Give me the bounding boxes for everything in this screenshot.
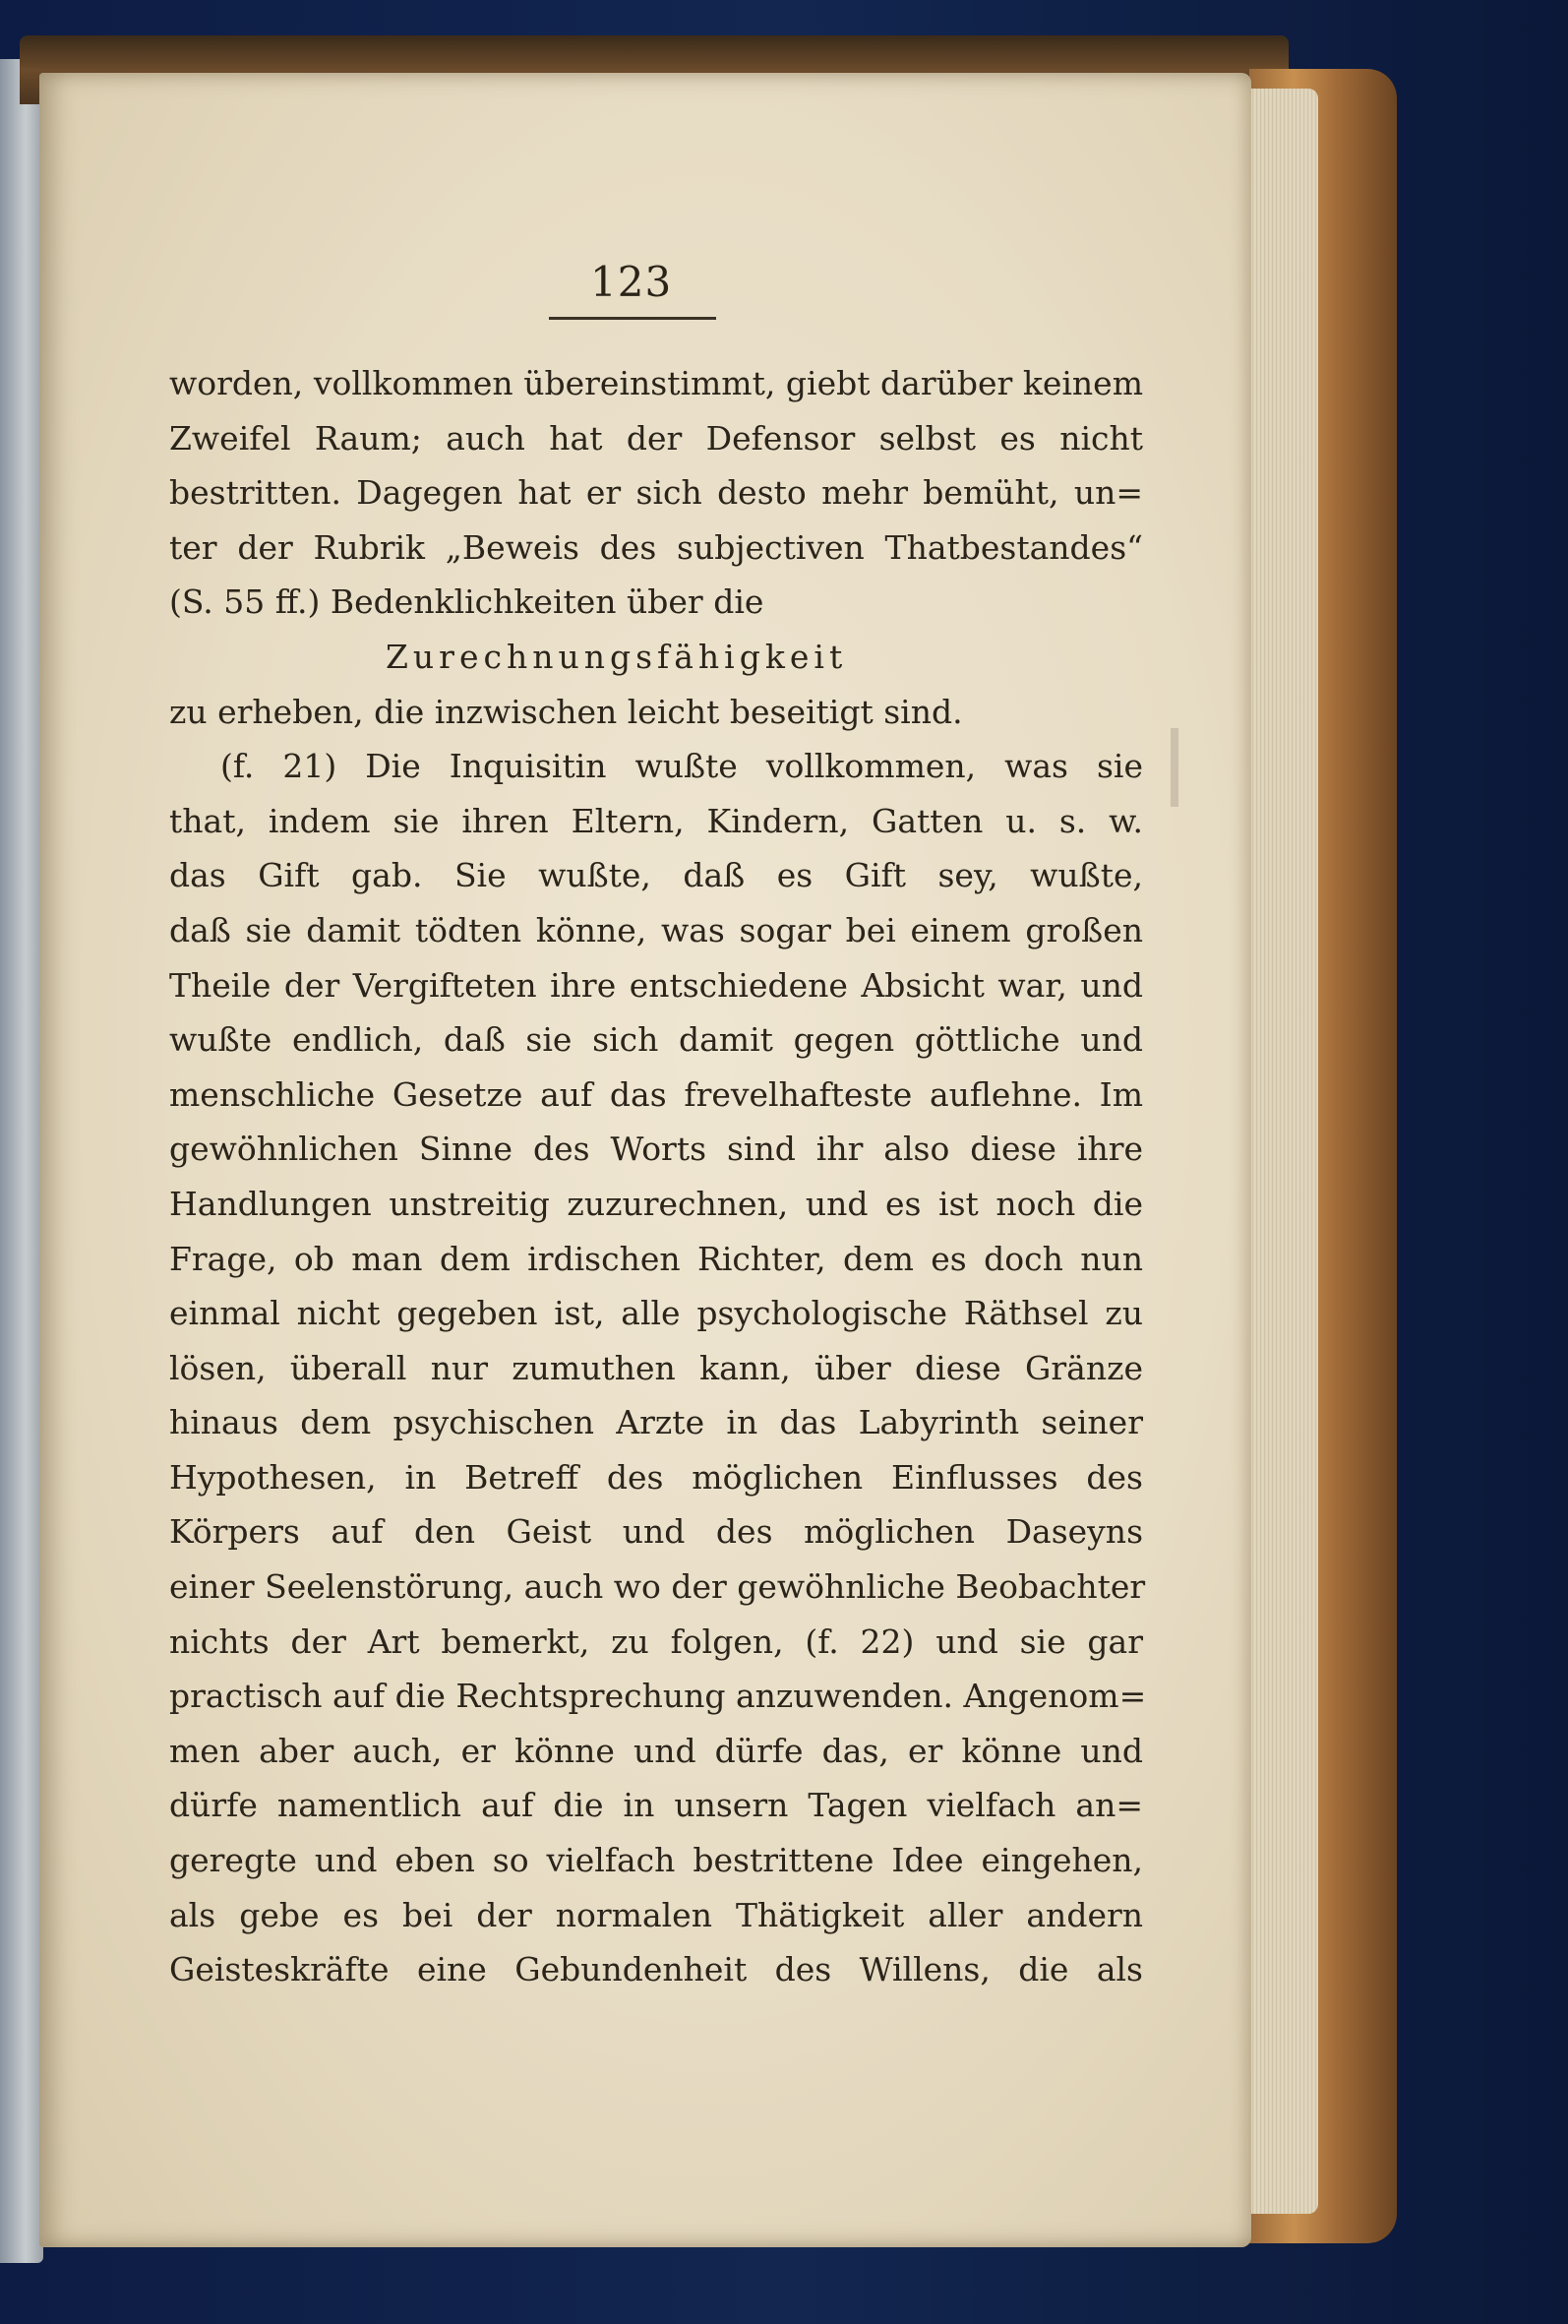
body-text xyxy=(169,356,1147,1997)
margin-mark xyxy=(1171,728,1178,807)
text-line: daß sie damit tödten könne, was sogar bei einem großen xyxy=(169,910,1143,949)
text-line: gewöhnlichen Sinne des Worts sind ihr also diese ihre xyxy=(169,1130,1143,1169)
page-number: 123 xyxy=(590,258,673,306)
text-line: men aber auch, er könne und dürfe das, er könne und xyxy=(169,1731,1143,1770)
left-page-edge xyxy=(0,59,43,2263)
text-line: (f. 21) Die Inquisitin wußte vollkommen, was sie xyxy=(220,747,1143,786)
text-line: geregte und eben so vielfach bestrittene Idee eingehen, xyxy=(169,1841,1143,1880)
text-line: lösen, überall nur zumuthen kann, über diese Gränze xyxy=(169,1348,1143,1387)
text-line: zu erheben, die inzwischen leicht beseitigt sind. xyxy=(169,692,963,731)
text-line: einmal nicht gegeben ist, alle psychologische Räthsel zu xyxy=(169,1294,1143,1333)
text-line: worden, vollkommen übereinstimmt, giebt darüber keinem xyxy=(169,364,1143,402)
text-line: that, indem sie ihren Eltern, Kindern, Gatten u. s. w. xyxy=(169,801,1143,840)
text-line: Theile der Vergifteten ihre entschiedene Absicht war, und xyxy=(169,965,1143,1005)
text-line: practisch auf die Rechtsprechung anzuwenden. Angenom= xyxy=(169,1677,1147,1716)
text-line: ter der Rubrik „Beweis des subjectiven Thatbestandes“ xyxy=(169,527,1143,567)
text-line: Geisteskräfte eine Gebundenheit des Willens, die als xyxy=(169,1950,1143,1989)
text-line: dürfe namentlich auf die in unsern Tagen vielfach an= xyxy=(169,1786,1143,1825)
text-line-emphasis: Zurechnungsfähigkeit xyxy=(386,637,848,676)
page-number-rule xyxy=(549,317,716,320)
text-line: wußte endlich, daß sie sich damit gegen göttliche und xyxy=(169,1020,1143,1060)
text-line: Zweifel Raum; auch hat der Defensor selbst es nicht xyxy=(169,418,1143,458)
text-line: einer Seelenstörung, auch wo der gewöhnliche Beobachter xyxy=(169,1567,1146,1607)
text-line: (S. 55 ff.) Bedenklichkeiten über die xyxy=(169,582,764,622)
text-line: Hypothesen, in Betreff des möglichen Einflusses des xyxy=(169,1457,1143,1497)
text-line: Frage, ob man dem irdischen Richter, dem es doch nun xyxy=(169,1239,1143,1278)
text-line: nichts der Art bemerkt, zu folgen, (f. 22) und sie gar xyxy=(169,1621,1143,1661)
text-line: hinaus dem psychischen Arzte in das Labyrinth seiner xyxy=(169,1403,1143,1442)
text-line: menschliche Gesetze auf das frevelhafteste auflehne. Im xyxy=(169,1074,1143,1114)
text-line: Körpers auf den Geist und des möglichen Daseyns xyxy=(169,1512,1143,1552)
text-line: Handlungen unstreitig zuzurechnen, und es ist noch die xyxy=(169,1184,1143,1223)
text-line: bestritten. Dagegen hat er sich desto mehr bemüht, un= xyxy=(169,473,1143,513)
text-line: als gebe es bei der normalen Thätigkeit aller andern xyxy=(169,1895,1143,1934)
text-line: das Gift gab. Sie wußte, daß es Gift sey, wußte, xyxy=(169,856,1143,895)
